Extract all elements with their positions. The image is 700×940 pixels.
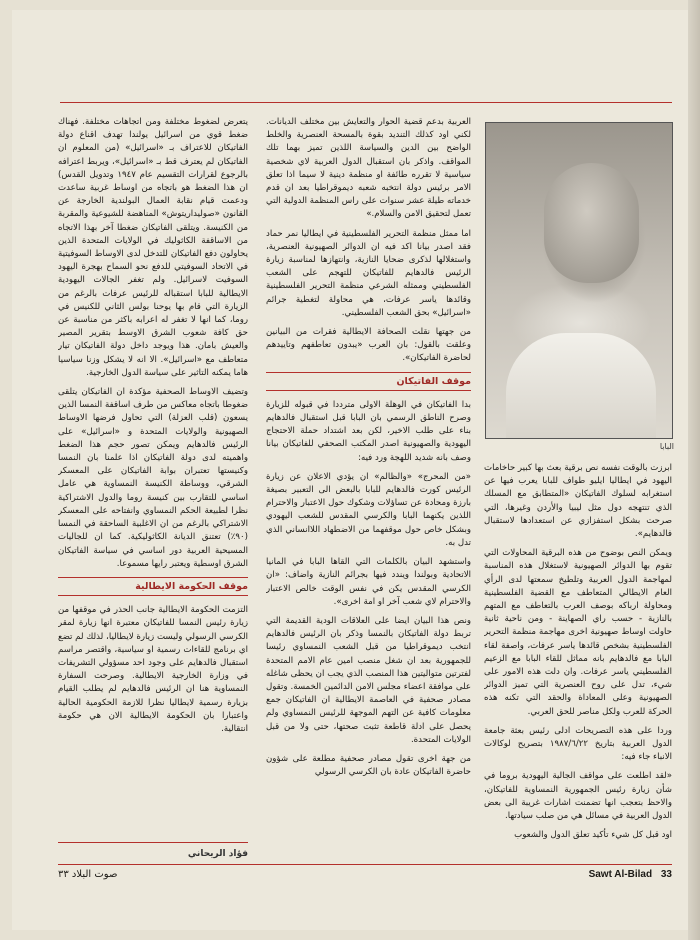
photo-head (544, 163, 639, 283)
section-heading-vatican: موقف الفاتيكان (266, 372, 471, 391)
column-right (484, 462, 672, 848)
footer-rule (58, 864, 672, 865)
paragraph: واستشهد البيان بالكلمات التي القاها البابا في المانيا الاتحادية وبولندا ويندد فيها بجرائم النازية واضاف: «ان الكرسي المقدس يكن في نفس الوقت خالص الاعتبار والاحترام لاي شعب آخر او امة اخرى». (266, 557, 471, 607)
paragraph: من جهة اخرى تقول مصادر صحفية مطلعة على شؤون حاضرة الفاتيكان عادة بان الكرسي الرسولي (266, 753, 471, 778)
paragraph: العربية بدعم قضية الحوار والتعايش بين مختلف الديانات. لكني اود كذلك التنديد بقوة بالمسحة العنصرية والخلط الواضح بين الدين والسياسة اللذين تميز بهما تلك المواقف. واذكر بان استقبال الدول العربية لاي شخصية سياسية لا تقرره طائفة او منظمة دينية لا سيما اذا تعلق الامر برئيس دولة انتخبه شعبه ديموقراطيا بعد ان قدم خدماته طيلة عشر سنوات على راس المنظمة الدولية التي تعمل لتحقيق الامن والسلام.» (266, 117, 471, 220)
pope-photo (485, 122, 673, 439)
paragraph: وتضيف الاوساط الصحفية مؤكدة ان الفاتيكان يتلقى ضغوطا باتجاه معاكس من طرف اساقفة النمسا الذين يسعون (قلب العزلة) التي تحاول فرضها الاوساط الصهيونية والولايات المتحدة و «اسرائيل» على الرئيس فالدهايم ويمكن تصور حجم هذا الضغط واهميته لدى دولة الفاتيكان اذا علمنا بان النمسا وكنيستها تعتبران بوابة الفاتيكان على المعسكر الشرقي، ووساطة الكنيسة النمساوية هي عامل اساسي للتقارب بين كنيسة روما والدول الاشتراكية نظرا لطبيعة الحكم النمساوي وانفتاحه على المعسكر الاشتراكي بالرغم من ان الاغلبية الساحقة في النمسا (٩٠٪) تعتنق الديانة الكاثوليكية. كما ان للجاليات المسيحية العربية دور اساسي في سياسة الفاتيكان الشرق اوسطية ويعتبر رايها مسموعا. (58, 387, 248, 569)
top-rule (60, 102, 672, 103)
paragraph: ابرزت بالوقت نفسه نص برقية بعث بها كبير حاخامات اليهود في ايطاليا ايليو طواف للبابا يعرب فيها عن استغرابه لسلوك الفاتيكان «المتطابق مع المسلك الذي تنتهجه دول مثل ليبيا والأردن وغيرها، التي صرحت بشكل استفزازي عن استعدادها لاستقبال فالدهايم». (484, 463, 672, 540)
column-left (58, 116, 248, 838)
photo-collar (506, 333, 656, 438)
paragraph: التزمت الحكومة الايطالية جانب الحذر في موقفها من زيارة رئيس النمسا للفاتيكان معتبرة انها زيارة لمقر الكرسي الرسولي وليست زيارة لايطاليا، لذلك لم تضع اي برنامج للقاءات رسمية او سياسية، واقتصر مراسم استقبال فالدهايم على وجود احد مسؤولي التشريفات في وزارة الخارجية الايطالية. وصرحت السفارة النمساوية هنا ان الرئيس فالدهايم لم يطلب القيام بزيارة رسمية لايطاليا نظرا للازمة الحكومية الحالية واعتبارا بان الحكومة الايطالية الان هي حكومة انتقالية. (58, 605, 248, 734)
footer-magazine-name: Sawt Al-Bilad (588, 869, 653, 880)
footer-magazine-arabic: صوت البلاد ٣٣ (58, 869, 118, 880)
footer-magazine-english (589, 869, 672, 880)
paragraph: ويمكن النص بوضوح من هذه البرقية المحاولات التي تقوم بها الدوائر الصهيونية لاستغلال هذه المناسبة لمهاجمة الدول العربية وتلطيخ سمعتها لدى الرأي العام الايطالي المتعاطف مع القضية الفلسطينية ومحاولة ارباكه بوصف العرب بالتعاطف مع المتهم بالنازية - حسب راي الصهاينة - ومن ناحية ثانية حاولت اوساط صهيونية اخرى مهاجمة منظمة التحرير الفلسطينية بشخص قائدها ياسر عرفات، واصفة لقاء البابا مع فالدهايم بانه مماثل للقاء البابا مع الزعيم الفلسطيني ياسر عرفات. وان دلت هذه الامور على شيء، تدل على روح العنصرية التي تميز الدوائر الصهيونية وعلى المعاداة والحقد التي تكنه هذه الحركة للعرب ولكل مناصر للحق العربي. (484, 548, 672, 717)
paragraph: اود قبل كل شيء تأكيد تعلق الدول والشعوب (514, 830, 672, 841)
column-middle (266, 116, 471, 785)
paragraph: يتعرض لضغوط مختلفة ومن اتجاهات مختلفة. فهناك ضغط قوي من اسرائيل يولندا تهدف اقناع دولة الفاتيكان للاعتراف بـ «اسرائيل» (من المعلوم ان الفاتيكان لم يعترف قط بـ «اسرائيل»، ويربط اعترافه بالرجوع لقرارات التقسيم عام ١٩٤٧ وتدويل القدس) ان هذا الضغط هو باتجاه من اوساط غربية ساعدت ودعمت قيام نقابة العمال البولندية الخارجة عن القانون «صوليداريتوش» المناهضة للشيوعية والمقربة من الكنيسة. ويتلقى الفاتيكان ضغطا آخر بهذا الاتجاه من الاساقفة الكاثوليك في الولايات المتحدة الذين يحاولون دفع الفاتيكان للتدخل لدى الاوساط السوفيتية في الاتحاد السوفيتي للدفع نحو السماح بهجرة اليهود السوفيت لاسرائيل. ولم تغفر الجالات اليهودية الايطالية للبابا استقباله للرئيس عرفات بالرغم من الزيارة التي قام بها يوحنا بولس الثاني للكنيس في روما، كما انها لا تغفر له اعرابه باكثر من مناسبة عن حق كافة شعوب الشرق الاوسط بتقرير المصير والعيش بامان. هذا ويوجد داخل دولة الفاتيكان تيار متعاطف مع «اسرائيل». الا انه لا يشكل وزنا سياسيا هاما يمكنه التاثير على سياسة الدول الخارجية. (58, 117, 248, 378)
paragraph: من جهتها نقلت الصحافة الايطالية فقرات من البيانين وعلقت بالقول: بان العرب «يبدون تعاطفهم وتاييدهم لحاضرة الفاتيكان». (266, 327, 471, 364)
author-name: فؤاد الريحاني (58, 842, 248, 859)
photo-caption: البابا (659, 442, 674, 451)
paragraph: «لقد اطلعت على مواقف الجالية اليهودية بروما في شأن زيارة رئيس الجمهورية النمساوية للفاتيكان، والاحظ بتعجب انها تضمنت اشارات غريبة الى بعض الدول العربية في مسائل هي من صلب سيادتها. (484, 771, 672, 822)
paragraph: «من المحرج» «والظالم» ان يؤدي الاعلان عن زيارة الرئيس كورت فالدهايم للبابا بالبعض الى التعبير بصيغة بارزة ومحادة عن تساؤلات وشكوك حول الاعتبار والاحترام اللذين يكنهما البابا والكرسي المقدس للشعب اليهودي وبشكل خاص حول موقفهما من الاضطهاد اللاانساني الذي تدل به. (266, 471, 471, 548)
paragraph: بدا الفاتيكان في الوهلة الاولى مترددا في قبوله للزيارة وصرح الناطق الرسمي بان البابا قبل استقبال فالدهايم بناء على طلب الاخير، لكن بعد اشتداد حملة الاحتجاج اليهودية والصهيونية اصدر المكتب الصحفي للفاتيكان بيانا وصف بانه شديد اللهجة ورد فيه: (266, 399, 471, 463)
paragraph: ونص هذا البيان ايضا على العلاقات الودية القديمة التي تربط دولة الفاتيكان بالنمسا وذكر بان الرئيس فالدهايم انتخب ديموقراطيا من قبل الشعب النمساوي رئيسا للجمهورية بعد ان شغل منصب امين عام الامم المتحدة لفترتين متواليتين هذا المنصب الذي يجب ان يحظى شاغله على موافقة اعضاء مجلس الامن الدائمين الخمسة. وتقول مصادر صحفية في العاصمة الايطالية ان الفاتيكان جمع معلومات كافية عن التهم الموجهة للرئيس النمساوي ولم يحصل على ادلة قاطعة تثبت صحتها، حتى ولا من قبل الولايات المتحدة. (266, 615, 471, 745)
paragraph: اما ممثل منظمة التحرير الفلسطينية في ايطاليا نمر حماد فقد اصدر بيانا اكد فيه ان الدوائر الصهيونية العنصرية، واستغلالها لذكرى ضحايا النازية، وانتهازها لمناسبة زيارة الرئيس فالدهايم للفاتيكان للتهجم على الشعب الفلسطيني وممثله الشرعي منظمة التحرير الفلسطينية وقائدها ياسر عرفات، هي محاولة لتغطية جرائم «اسرائيل» بحق الشعب الفلسطيني. (266, 228, 471, 318)
footer-page-number: 33 (660, 869, 672, 880)
paragraph: وردا على هذه التصريحات ادلى رئيس بعثة جامعة الدول العربية بتاريخ ١٩٨٧/٦/٢٢ بتصريح لوكالات الانباء جاء فيه: (484, 725, 672, 763)
page-spine (688, 0, 700, 940)
section-heading-government: موقف الحكومة الايطالية (58, 577, 248, 596)
